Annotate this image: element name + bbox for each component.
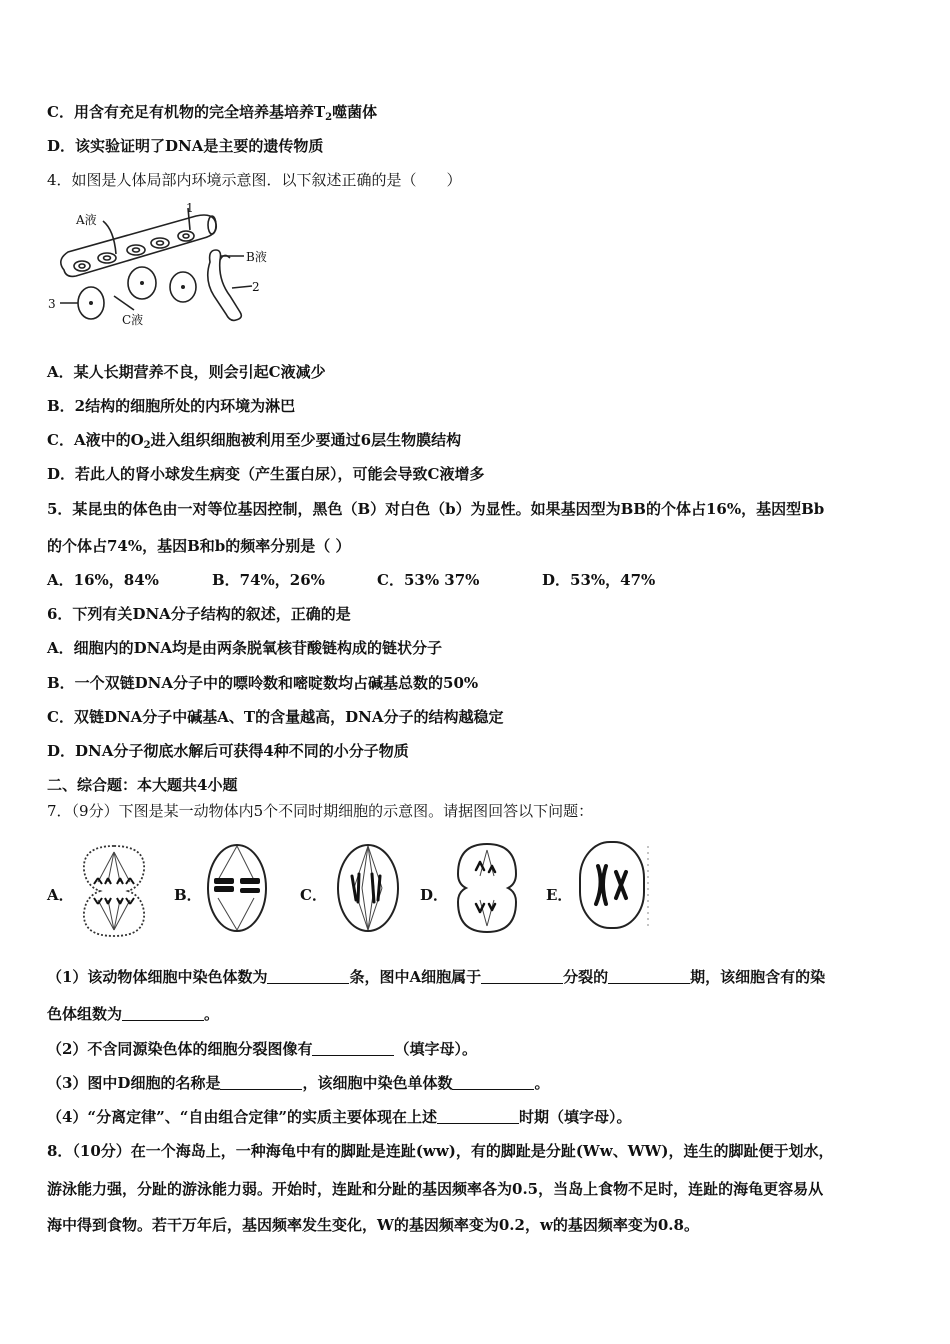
cell-a-diagram — [76, 842, 152, 940]
label-a-fluid: A液 — [76, 213, 97, 227]
q7-part3: （3）图中D细胞的名称是 ，该细胞中染色单体数 。 — [47, 1074, 550, 1092]
q5-stem-line1: 5．某昆虫的体色由一对等位基因控制，黑色（B）对白色（b）为显性。如果基因型为BB的个体占16%，基因型Bb — [47, 500, 825, 518]
section-title: 二、综合题：本大题共4小题 — [47, 776, 238, 794]
cell-label-c: C． — [300, 886, 327, 904]
cell-b-diagram — [204, 842, 270, 934]
blank[interactable] — [312, 1041, 394, 1056]
q4-option-d: D．若此人的肾小球发生病变（产生蛋白尿），可能会导致C液增多 — [47, 465, 485, 483]
q5-option-c: C．53% 37% — [377, 571, 480, 589]
label-c-fluid: C液 — [122, 313, 144, 327]
q6-option-d: D．DNA分子彻底水解后可获得4种不同的小分子物质 — [47, 742, 409, 760]
cell-d-diagram — [452, 840, 522, 936]
cell-label-e: E． — [546, 886, 573, 904]
blank[interactable] — [481, 969, 563, 984]
q8-line3: 海中得到食物。若干万年后，基因频率发生变化，W的基因频率变为0.2，w的基因频率变为0.8。 — [47, 1216, 699, 1234]
q7-part1-line1: （1）该动物体细胞中染色体数为 条，图中A细胞属于 分裂的 期，该细胞含有的染 — [47, 968, 826, 986]
cell-label-d: D． — [420, 886, 449, 904]
cell-c-diagram — [334, 842, 402, 934]
q5-option-a: A．16%，84% — [47, 571, 159, 589]
cell-label-b: B． — [174, 886, 202, 904]
q5-stem-line2: 的个体占74%，基因B和b的频率分别是（ ） — [47, 537, 351, 555]
q3-option-d: D．该实验证明了DNA是主要的遗传物质 — [47, 137, 324, 155]
label-2: 2 — [252, 280, 260, 294]
q7-part1-line2: 色体组数为 。 — [47, 1005, 220, 1023]
q6-option-c: C．双链DNA分子中碱基A、T的含量越高，DNA分子的结构越稳定 — [47, 708, 504, 726]
blank[interactable] — [267, 969, 349, 984]
internal-environment-diagram — [46, 200, 286, 330]
blank[interactable] — [452, 1075, 534, 1090]
q4-option-c: C．A液中的$O_2$进入组织细胞被利用至少要通过6层生物膜结构 — [47, 431, 462, 451]
q3-option-c: C．用含有充足有机物的完全培养基培养$T_2$噬菌体 — [47, 103, 378, 123]
q4-stem: 4．如图是人体局部内环境示意图．以下叙述正确的是（ ） — [47, 171, 462, 189]
q6-option-a: A．细胞内的DNA均是由两条脱氧核苷酸链构成的链状分子 — [47, 639, 442, 657]
label-1: 1 — [186, 201, 194, 215]
q5-option-d: D．53%，47% — [542, 571, 656, 589]
q7-part4: （4）“分离定律”、“自由组合定律”的实质主要体现在上述 时期（填字母）。 — [47, 1108, 632, 1126]
q7-part2: （2）不含同源染色体的细胞分裂图像有 （填字母）。 — [47, 1040, 477, 1058]
blank[interactable] — [220, 1075, 302, 1090]
q5-option-b: B．74%，26% — [212, 571, 325, 589]
q6-stem: 6．下列有关DNA分子结构的叙述，正确的是 — [47, 605, 351, 623]
blank[interactable] — [437, 1109, 519, 1124]
blank[interactable] — [122, 1006, 204, 1021]
label-b-fluid: B液 — [246, 250, 267, 264]
q4-option-b: B．2结构的细胞所处的内环境为淋巴 — [47, 397, 296, 415]
q6-option-b: B．一个双链DNA分子中的嘌呤数和嘧啶数均占碱基总数的50% — [47, 674, 479, 692]
q8-line2: 游泳能力强，分趾的游泳能力弱。开始时，连趾和分趾的基因频率各为0.5，当岛上食物不足时，连趾的海龟更容易从 — [47, 1180, 824, 1198]
label-3: 3 — [48, 297, 56, 311]
q8-line1: 8．（10分）在一个海岛上，一种海龟中有的脚趾是连趾(ww)，有的脚趾是分趾(Ww、WW)，连生的脚趾便于划水， — [47, 1142, 834, 1160]
q4-option-a: A．某人长期营养不良，则会引起C液减少 — [47, 363, 326, 381]
q5-options — [47, 570, 707, 590]
cell-label-a: A． — [47, 886, 74, 904]
q7-stem: 7．（9分）下图是某一动物体内5个不同时期细胞的示意图。请据图回答以下问题： — [47, 802, 594, 820]
blank[interactable] — [608, 969, 690, 984]
cell-e-diagram — [574, 836, 658, 936]
